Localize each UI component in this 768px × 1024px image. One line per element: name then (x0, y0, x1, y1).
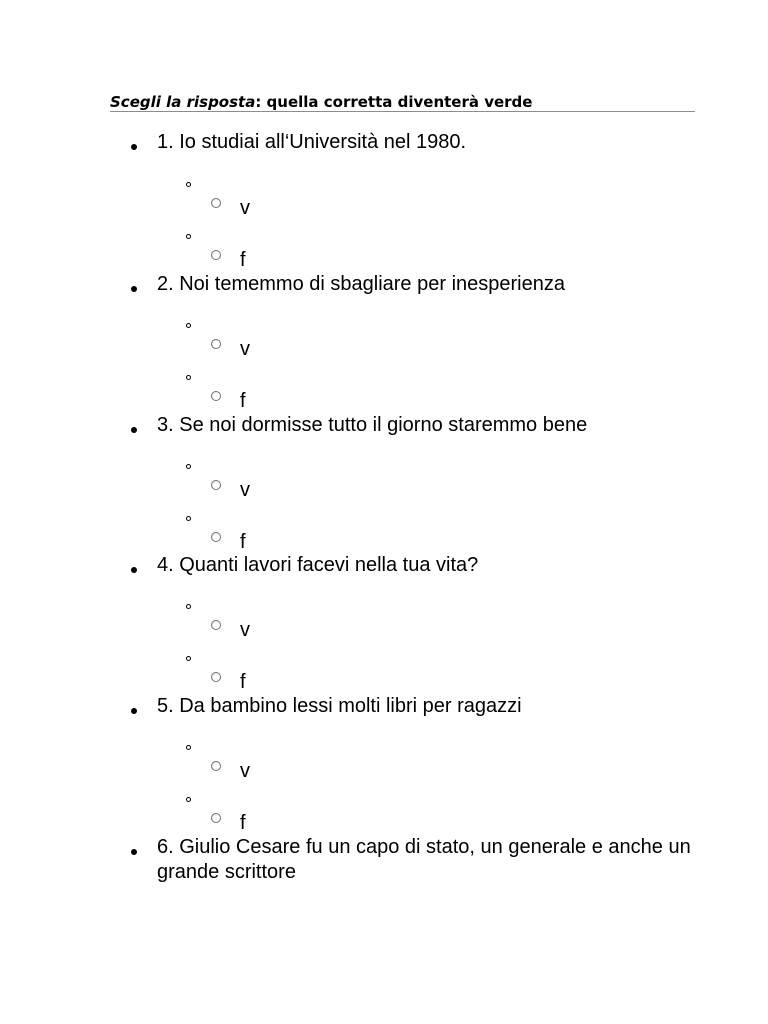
question-bullet (131, 427, 137, 433)
question-4-option-v-label: v (240, 619, 250, 641)
option-bullet (186, 323, 191, 328)
question-4-text: 4. Quanti lavori facevi nella tua vita? (157, 554, 479, 576)
question-5-text: 5. Da bambino lessi molti libri per ragazzi (157, 695, 522, 717)
question-5-radio-f[interactable] (211, 813, 221, 823)
option-bullet (186, 516, 191, 521)
instructions-lead: Scegli la risposta (110, 93, 256, 111)
option-bullet (186, 656, 191, 661)
option-bullet (186, 234, 191, 239)
question-4-radio-v[interactable] (211, 620, 221, 630)
option-bullet (186, 797, 191, 802)
question-4-radio-f[interactable] (211, 672, 221, 682)
question-1-option-f-label: f (240, 249, 246, 271)
quiz-instructions (110, 93, 695, 112)
question-5-radio-v[interactable] (211, 761, 221, 771)
question-bullet (131, 286, 137, 292)
option-bullet (186, 375, 191, 380)
question-2-option-f-label: f (240, 390, 246, 412)
question-bullet (131, 708, 137, 714)
option-bullet (186, 464, 191, 469)
option-bullet (186, 745, 191, 750)
question-1-option-v-label: v (240, 197, 250, 219)
option-bullet (186, 182, 191, 187)
question-3-radio-v[interactable] (211, 480, 221, 490)
question-bullet (131, 567, 137, 573)
question-bullet (131, 144, 137, 150)
question-bullet (131, 849, 137, 855)
question-1-radio-v[interactable] (211, 198, 221, 208)
question-4-option-f-label: f (240, 671, 246, 693)
question-3-text: 3. Se noi dormisse tutto il giorno staremmo bene (157, 414, 588, 436)
question-1-text: 1. Io studiai all‘Università nel 1980. (157, 131, 467, 153)
question-3-option-f-label: f (240, 531, 246, 553)
question-2-text: 2. Noi tememmo di sbagliare per inesperienza (157, 273, 565, 295)
question-2-option-v-label: v (240, 338, 250, 360)
option-bullet (186, 604, 191, 609)
question-2-radio-f[interactable] (211, 391, 221, 401)
instructions-rest: : quella corretta diventerà verde (255, 93, 533, 111)
question-6-text: 6. Giulio Cesare fu un capo di stato, un generale e anche un grande scrittore (157, 836, 691, 883)
question-5-option-f-label: f (240, 812, 246, 834)
question-2-radio-v[interactable] (211, 339, 221, 349)
question-3-option-v-label: v (240, 479, 250, 501)
question-3-radio-f[interactable] (211, 532, 221, 542)
question-1-radio-f[interactable] (211, 250, 221, 260)
question-5-option-v-label: v (240, 760, 250, 782)
